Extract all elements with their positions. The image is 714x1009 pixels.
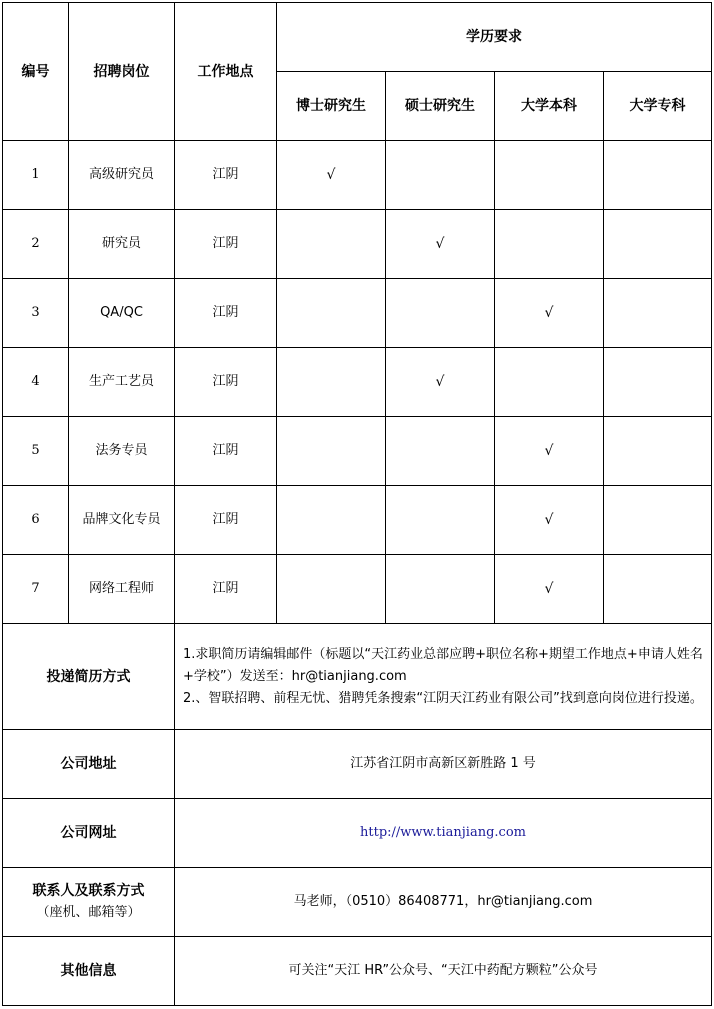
header-bachelor: 大学本科 — [495, 72, 604, 141]
check-mark-icon: √ — [544, 512, 554, 528]
row-bachelor-cell — [495, 555, 604, 624]
row-college-cell — [604, 210, 712, 279]
company-address: 江苏省江阴市高新区新胜路 1 号 — [175, 730, 712, 799]
header-master: 硕士研究生 — [386, 72, 495, 141]
table-row — [3, 279, 712, 348]
resume-line-2: 2.、智联招聘、前程无忧、猎聘凭条搜索“江阴天江药业有限公司”找到意向岗位进行投递。 — [183, 690, 703, 706]
job-rows — [3, 141, 712, 624]
resume-line-1: 1.求职简历请编辑邮件（标题以“天江药业总部应聘+职位名称+期望工作地点+申请人姓名+学校”）发送至：hr@tianjiang.com — [183, 646, 703, 684]
row-no: 3 — [3, 279, 69, 348]
row-college-cell — [604, 417, 712, 486]
row-location: 江阴 — [175, 141, 277, 210]
row-bachelor-cell — [495, 486, 604, 555]
website-label: 公司网址 — [3, 799, 175, 868]
contact-label — [3, 868, 175, 937]
row-phd-cell — [277, 555, 386, 624]
row-no: 1 — [3, 141, 69, 210]
row-no: 6 — [3, 486, 69, 555]
row-no: 7 — [3, 555, 69, 624]
check-mark-icon: √ — [544, 305, 554, 321]
other-label: 其他信息 — [3, 937, 175, 1006]
check-mark-icon: √ — [544, 443, 554, 459]
row-bachelor-cell — [495, 210, 604, 279]
row-phd-cell — [277, 486, 386, 555]
table-row — [3, 417, 712, 486]
row-college-cell — [604, 141, 712, 210]
other-info: 可关注“天江 HR”公众号、“天江中药配方颗粒”公众号 — [175, 937, 712, 1006]
row-phd-cell — [277, 210, 386, 279]
row-bachelor-cell — [495, 348, 604, 417]
table-row — [3, 555, 712, 624]
table-row — [3, 486, 712, 555]
check-mark-icon: √ — [435, 374, 445, 390]
row-master-cell — [386, 417, 495, 486]
recruitment-table — [2, 2, 712, 1006]
row-master-cell — [386, 141, 495, 210]
row-location: 江阴 — [175, 348, 277, 417]
row-position: 生产工艺员 — [69, 348, 175, 417]
row-position: QA/QC — [69, 279, 175, 348]
resume-label: 投递简历方式 — [3, 624, 175, 730]
row-location: 江阴 — [175, 555, 277, 624]
row-phd-cell — [277, 417, 386, 486]
row-master-cell — [386, 210, 495, 279]
row-location: 江阴 — [175, 417, 277, 486]
row-college-cell — [604, 555, 712, 624]
row-bachelor-cell — [495, 417, 604, 486]
row-master-cell — [386, 486, 495, 555]
row-master-cell — [386, 555, 495, 624]
row-college-cell — [604, 348, 712, 417]
row-location: 江阴 — [175, 279, 277, 348]
row-no: 4 — [3, 348, 69, 417]
row-location: 江阴 — [175, 486, 277, 555]
row-no: 2 — [3, 210, 69, 279]
row-position: 品牌文化专员 — [69, 486, 175, 555]
row-location: 江阴 — [175, 210, 277, 279]
row-position: 法务专员 — [69, 417, 175, 486]
row-position: 高级研究员 — [69, 141, 175, 210]
row-phd-cell — [277, 141, 386, 210]
header-no: 编号 — [3, 3, 69, 141]
address-label: 公司地址 — [3, 730, 175, 799]
table-row — [3, 348, 712, 417]
row-master-cell — [386, 279, 495, 348]
row-no: 5 — [3, 417, 69, 486]
check-mark-icon: √ — [326, 167, 336, 183]
row-phd-cell — [277, 348, 386, 417]
contact-label-main: 联系人及联系方式 — [32, 883, 145, 899]
row-position: 研究员 — [69, 210, 175, 279]
contact-label-sub: （座机、邮箱等） — [36, 905, 141, 920]
contact-info: 马老师，（0510）86408771，hr@tianjiang.com — [175, 868, 712, 937]
row-college-cell — [604, 279, 712, 348]
table-row — [3, 141, 712, 210]
header-college: 大学专科 — [604, 72, 712, 141]
company-website-link[interactable]: http://www.tianjiang.com — [175, 799, 712, 868]
header-location: 工作地点 — [175, 3, 277, 141]
header-phd: 博士研究生 — [277, 72, 386, 141]
row-position: 网络工程师 — [69, 555, 175, 624]
row-bachelor-cell — [495, 141, 604, 210]
check-mark-icon: √ — [544, 581, 554, 597]
resume-methods — [175, 624, 712, 730]
header-education: 学历要求 — [277, 3, 712, 72]
check-mark-icon: √ — [435, 236, 445, 252]
row-college-cell — [604, 486, 712, 555]
row-bachelor-cell — [495, 279, 604, 348]
header-position: 招聘岗位 — [69, 3, 175, 141]
row-master-cell — [386, 348, 495, 417]
table-row — [3, 210, 712, 279]
row-phd-cell — [277, 279, 386, 348]
